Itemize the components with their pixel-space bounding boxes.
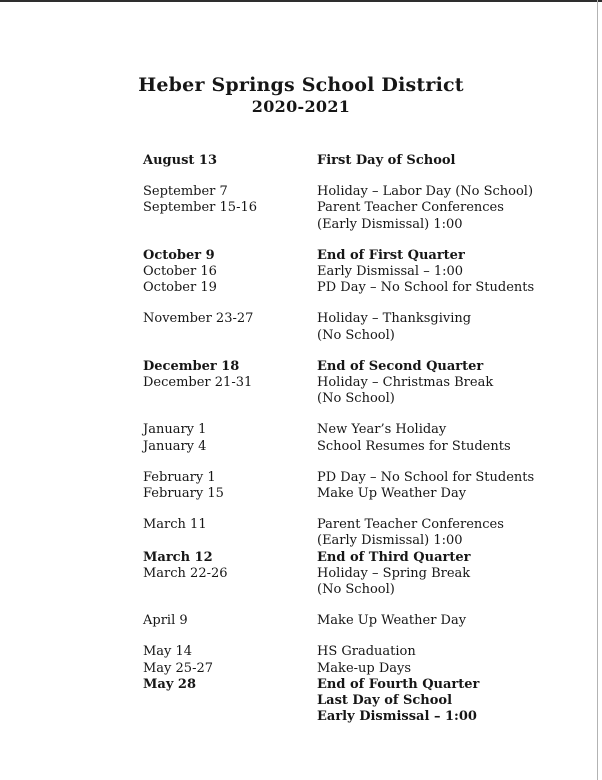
schedule-row [143, 439, 582, 455]
event-description: (No School) [317, 582, 395, 598]
event-description: (No School) [317, 327, 395, 343]
event-date: February 15 [143, 486, 224, 502]
event-date: October 16 [143, 264, 217, 280]
schedule-row [143, 391, 582, 407]
schedule-row [143, 486, 582, 502]
schedule-row [143, 644, 582, 660]
event-description: HS Graduation [317, 644, 416, 660]
schedule-row [143, 550, 582, 566]
event-description: Holiday – Labor Day (No School) [317, 184, 534, 200]
event-description: (No School) [317, 391, 395, 407]
event-description: (Early Dismissal) 1:00 [317, 533, 463, 549]
schedule-group [143, 422, 582, 454]
event-description: Holiday – Christmas Break [317, 375, 494, 391]
schedule-row [143, 533, 582, 549]
event-description: Make Up Weather Day [317, 613, 467, 629]
event-description: Holiday – Thanksgiving [317, 311, 472, 327]
schedule-row [143, 677, 582, 693]
schedule-group [143, 517, 582, 598]
schedule-row [143, 248, 582, 264]
event-date [143, 693, 317, 709]
event-description: Parent Teacher Conferences [317, 517, 504, 533]
event-description: Last Day of School [317, 693, 453, 709]
event-date: January 4 [143, 438, 207, 454]
event-date [143, 391, 317, 407]
schedule-row [143, 566, 582, 582]
event-date [143, 709, 317, 725]
event-date: September 15-16 [143, 200, 258, 216]
schedule-row [143, 217, 582, 233]
schedule-row [143, 709, 582, 725]
schedule-row [143, 422, 582, 438]
document-subtitle: 2020-2021 [251, 97, 351, 116]
event-description: Early Dismissal – 1:00 [317, 709, 477, 725]
schedule-row [143, 184, 582, 200]
event-description: End of Fourth Quarter [317, 676, 480, 692]
event-date [143, 217, 317, 233]
event-description: PD Day – No School for Students [317, 280, 535, 296]
event-description: End of Second Quarter [317, 358, 484, 374]
event-description: School Resumes for Students [317, 438, 511, 454]
event-description: Early Dismissal – 1:00 [317, 264, 464, 280]
schedule-row [143, 359, 582, 375]
event-date: September 7 [143, 184, 228, 200]
event-date: February 1 [143, 469, 216, 485]
event-date: May 28 [143, 676, 196, 692]
event-date [143, 582, 317, 598]
schedule-group [143, 153, 582, 169]
event-description: End of First Quarter [317, 247, 465, 263]
document-title: Heber Springs School District [138, 74, 464, 96]
schedule-group [143, 644, 582, 725]
schedule-row [143, 470, 582, 486]
event-date: August 13 [143, 153, 218, 168]
event-description: (Early Dismissal) 1:00 [317, 216, 463, 232]
event-date: May 14 [143, 644, 193, 660]
schedule-row [143, 311, 582, 327]
schedule-group [143, 184, 582, 233]
event-date: November 23-27 [143, 311, 254, 327]
event-date: December 18 [143, 358, 240, 374]
event-date: March 11 [143, 517, 207, 533]
event-description: Make Up Weather Day [317, 486, 467, 502]
event-date: October 9 [143, 247, 215, 263]
window-top-edge [0, 0, 602, 2]
event-date: April 9 [143, 613, 188, 629]
schedule-group [143, 470, 582, 502]
schedule-row [143, 200, 582, 216]
event-description: PD Day – No School for Students [317, 469, 535, 485]
event-description: Parent Teacher Conferences [317, 200, 504, 216]
event-description: Holiday – Spring Break [317, 565, 471, 581]
event-description: Make-up Days [317, 660, 412, 676]
calendar-schedule [143, 153, 582, 725]
event-date: March 12 [143, 549, 213, 565]
event-date: January 1 [143, 422, 207, 438]
schedule-group [143, 248, 582, 297]
schedule-group [143, 613, 582, 629]
event-description: New Year’s Holiday [317, 422, 447, 438]
event-date [143, 328, 317, 344]
schedule-row [143, 264, 582, 280]
event-date: December 21-31 [143, 375, 253, 391]
schedule-row [143, 153, 582, 169]
event-date: October 19 [143, 280, 217, 296]
schedule-row [143, 375, 582, 391]
event-date: May 25-27 [143, 660, 214, 676]
event-date [143, 533, 317, 549]
schedule-row [143, 328, 582, 344]
schedule-row [143, 280, 582, 296]
page-right-edge [597, 0, 598, 780]
schedule-row [143, 517, 582, 533]
event-description: First Day of School [317, 153, 456, 168]
event-date: March 22-26 [143, 565, 228, 581]
schedule-group [143, 359, 582, 408]
schedule-group [143, 311, 582, 343]
schedule-row [143, 582, 582, 598]
event-description: End of Third Quarter [317, 549, 471, 565]
schedule-row [143, 613, 582, 629]
schedule-row [143, 661, 582, 677]
schedule-row [143, 693, 582, 709]
